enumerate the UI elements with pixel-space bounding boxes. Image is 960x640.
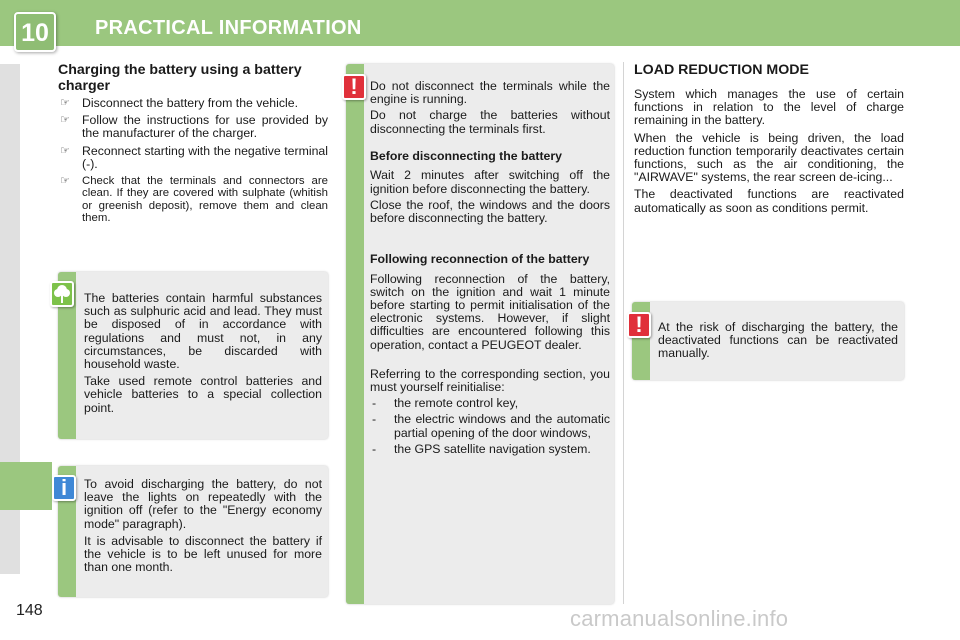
page-title: PRACTICAL INFORMATION xyxy=(95,17,362,39)
eco-note xyxy=(58,272,328,439)
list-item-text: Reconnect starting with the negative terminal (-). xyxy=(82,143,328,171)
page-number: 148 xyxy=(16,602,43,619)
list-item xyxy=(370,413,610,439)
warning-icon: ! xyxy=(627,312,651,338)
eco-note-paragraph: The batteries contain harmful substances such as sulphuric acid and lead. They must be disposed of in accordance with regulations and must not, in any circumstances, be discarded with household waste. xyxy=(84,291,322,372)
warning-panel xyxy=(346,64,614,604)
load-reduction-paragraph: System which manages the use of certain functions in relation to the level of charge remaining in the battery. xyxy=(634,87,904,128)
dash-mark: - xyxy=(372,396,377,411)
list-item-text: the remote control key, xyxy=(394,396,519,411)
reinitialise-list xyxy=(370,397,610,456)
dash-mark: - xyxy=(372,441,377,456)
warning-paragraph: Do not charge the batteries without disconnecting the terminals first. xyxy=(370,108,610,136)
list-item-text: the electric windows and the automatic partial opening of the door windows, xyxy=(394,412,610,440)
load-reduction-paragraph: The deactivated functions are reactivated automatically as soon as conditions permit. xyxy=(634,187,904,215)
warning-paragraph: Do not disconnect the terminals while the engine is running. xyxy=(370,79,610,107)
pointing-hand-icon: ☞ xyxy=(60,175,70,188)
info-note-paragraph: To avoid discharging the battery, do not leave the lights on repeatedly with the ignition off (refer to the "Energy economy mode" paragraph). xyxy=(84,477,322,531)
warning-paragraph: Wait 2 minutes after switching off the ignition before disconnecting the battery. xyxy=(370,168,610,196)
dash-mark: - xyxy=(372,412,377,427)
discharge-warning-note xyxy=(632,302,904,380)
list-item-text: Check that the terminals and connectors are clean. If they are covered with sulphate (whitish or greenish deposit), remove them and clean them. xyxy=(82,175,328,224)
discharge-warning-paragraph: At the risk of discharging the battery, the deactivated functions can be reactivated manually. xyxy=(658,320,898,361)
warning-icon: ! xyxy=(342,74,366,100)
pointing-hand-icon: ☞ xyxy=(60,144,70,157)
list-item-text: Follow the instructions for use provided by the manufacturer of the charger. xyxy=(82,113,328,141)
warning-paragraph: Following reconnection of the battery, switch on the ignition and wait 1 minute before starting to permit initialisation of the electronic systems. However, if slight difficulties are encountered following this operation, contact a PEUGEOT dealer. xyxy=(370,271,610,352)
following-reconnection-heading: Following reconnection of the battery xyxy=(370,252,590,267)
load-reduction-paragraph: When the vehicle is being driven, the load reduction function temporarily deactivates certain functions, such as the air conditioning, the "AIRWAVE" systems, the rear screen de-icing... xyxy=(634,130,904,185)
tree-icon-graphic xyxy=(53,284,71,304)
tree-icon xyxy=(50,281,74,307)
eco-note-paragraph: Take used remote control batteries and vehicle batteries to a special collection point. xyxy=(84,374,322,415)
column-divider xyxy=(623,62,624,604)
load-reduction-section xyxy=(634,62,904,219)
chapter-badge xyxy=(14,12,56,52)
list-item-text: Disconnect the battery from the vehicle. xyxy=(82,96,298,110)
load-reduction-heading: LOAD REDUCTION MODE xyxy=(634,62,809,78)
eco-note-text xyxy=(84,292,322,419)
reinitialise-intro: Referring to the corresponding section, you must yourself reinitialise: xyxy=(370,366,610,395)
side-strip-marker xyxy=(0,462,52,510)
warning-paragraph: Close the roof, the windows and the doors before disconnecting the battery. xyxy=(370,197,610,225)
list-item xyxy=(58,175,328,224)
info-note-paragraph: It is advisable to disconnect the battery if the vehicle is to be left unused for more than one month. xyxy=(84,533,322,575)
list-item xyxy=(58,97,328,110)
info-note xyxy=(58,466,328,597)
pointing-hand-icon: ☞ xyxy=(60,97,70,109)
chapter-number: 10 xyxy=(21,19,49,47)
info-note-text xyxy=(84,478,322,578)
charging-steps xyxy=(58,97,328,228)
list-item-text: the GPS satellite navigation system. xyxy=(394,441,591,456)
watermark: carmanualsonline.info xyxy=(570,606,789,631)
info-icon: i xyxy=(52,475,76,501)
discharge-warning-text xyxy=(658,321,898,365)
warning-panel-text xyxy=(370,80,610,459)
list-item xyxy=(370,397,610,410)
pointing-hand-icon: ☞ xyxy=(60,114,70,127)
list-item xyxy=(370,443,610,456)
list-item xyxy=(58,145,328,171)
charging-heading: Charging the battery using a battery charger xyxy=(58,62,302,94)
before-disconnecting-heading: Before disconnecting the battery xyxy=(370,148,563,163)
list-item xyxy=(58,114,328,140)
note-tab xyxy=(346,64,364,604)
